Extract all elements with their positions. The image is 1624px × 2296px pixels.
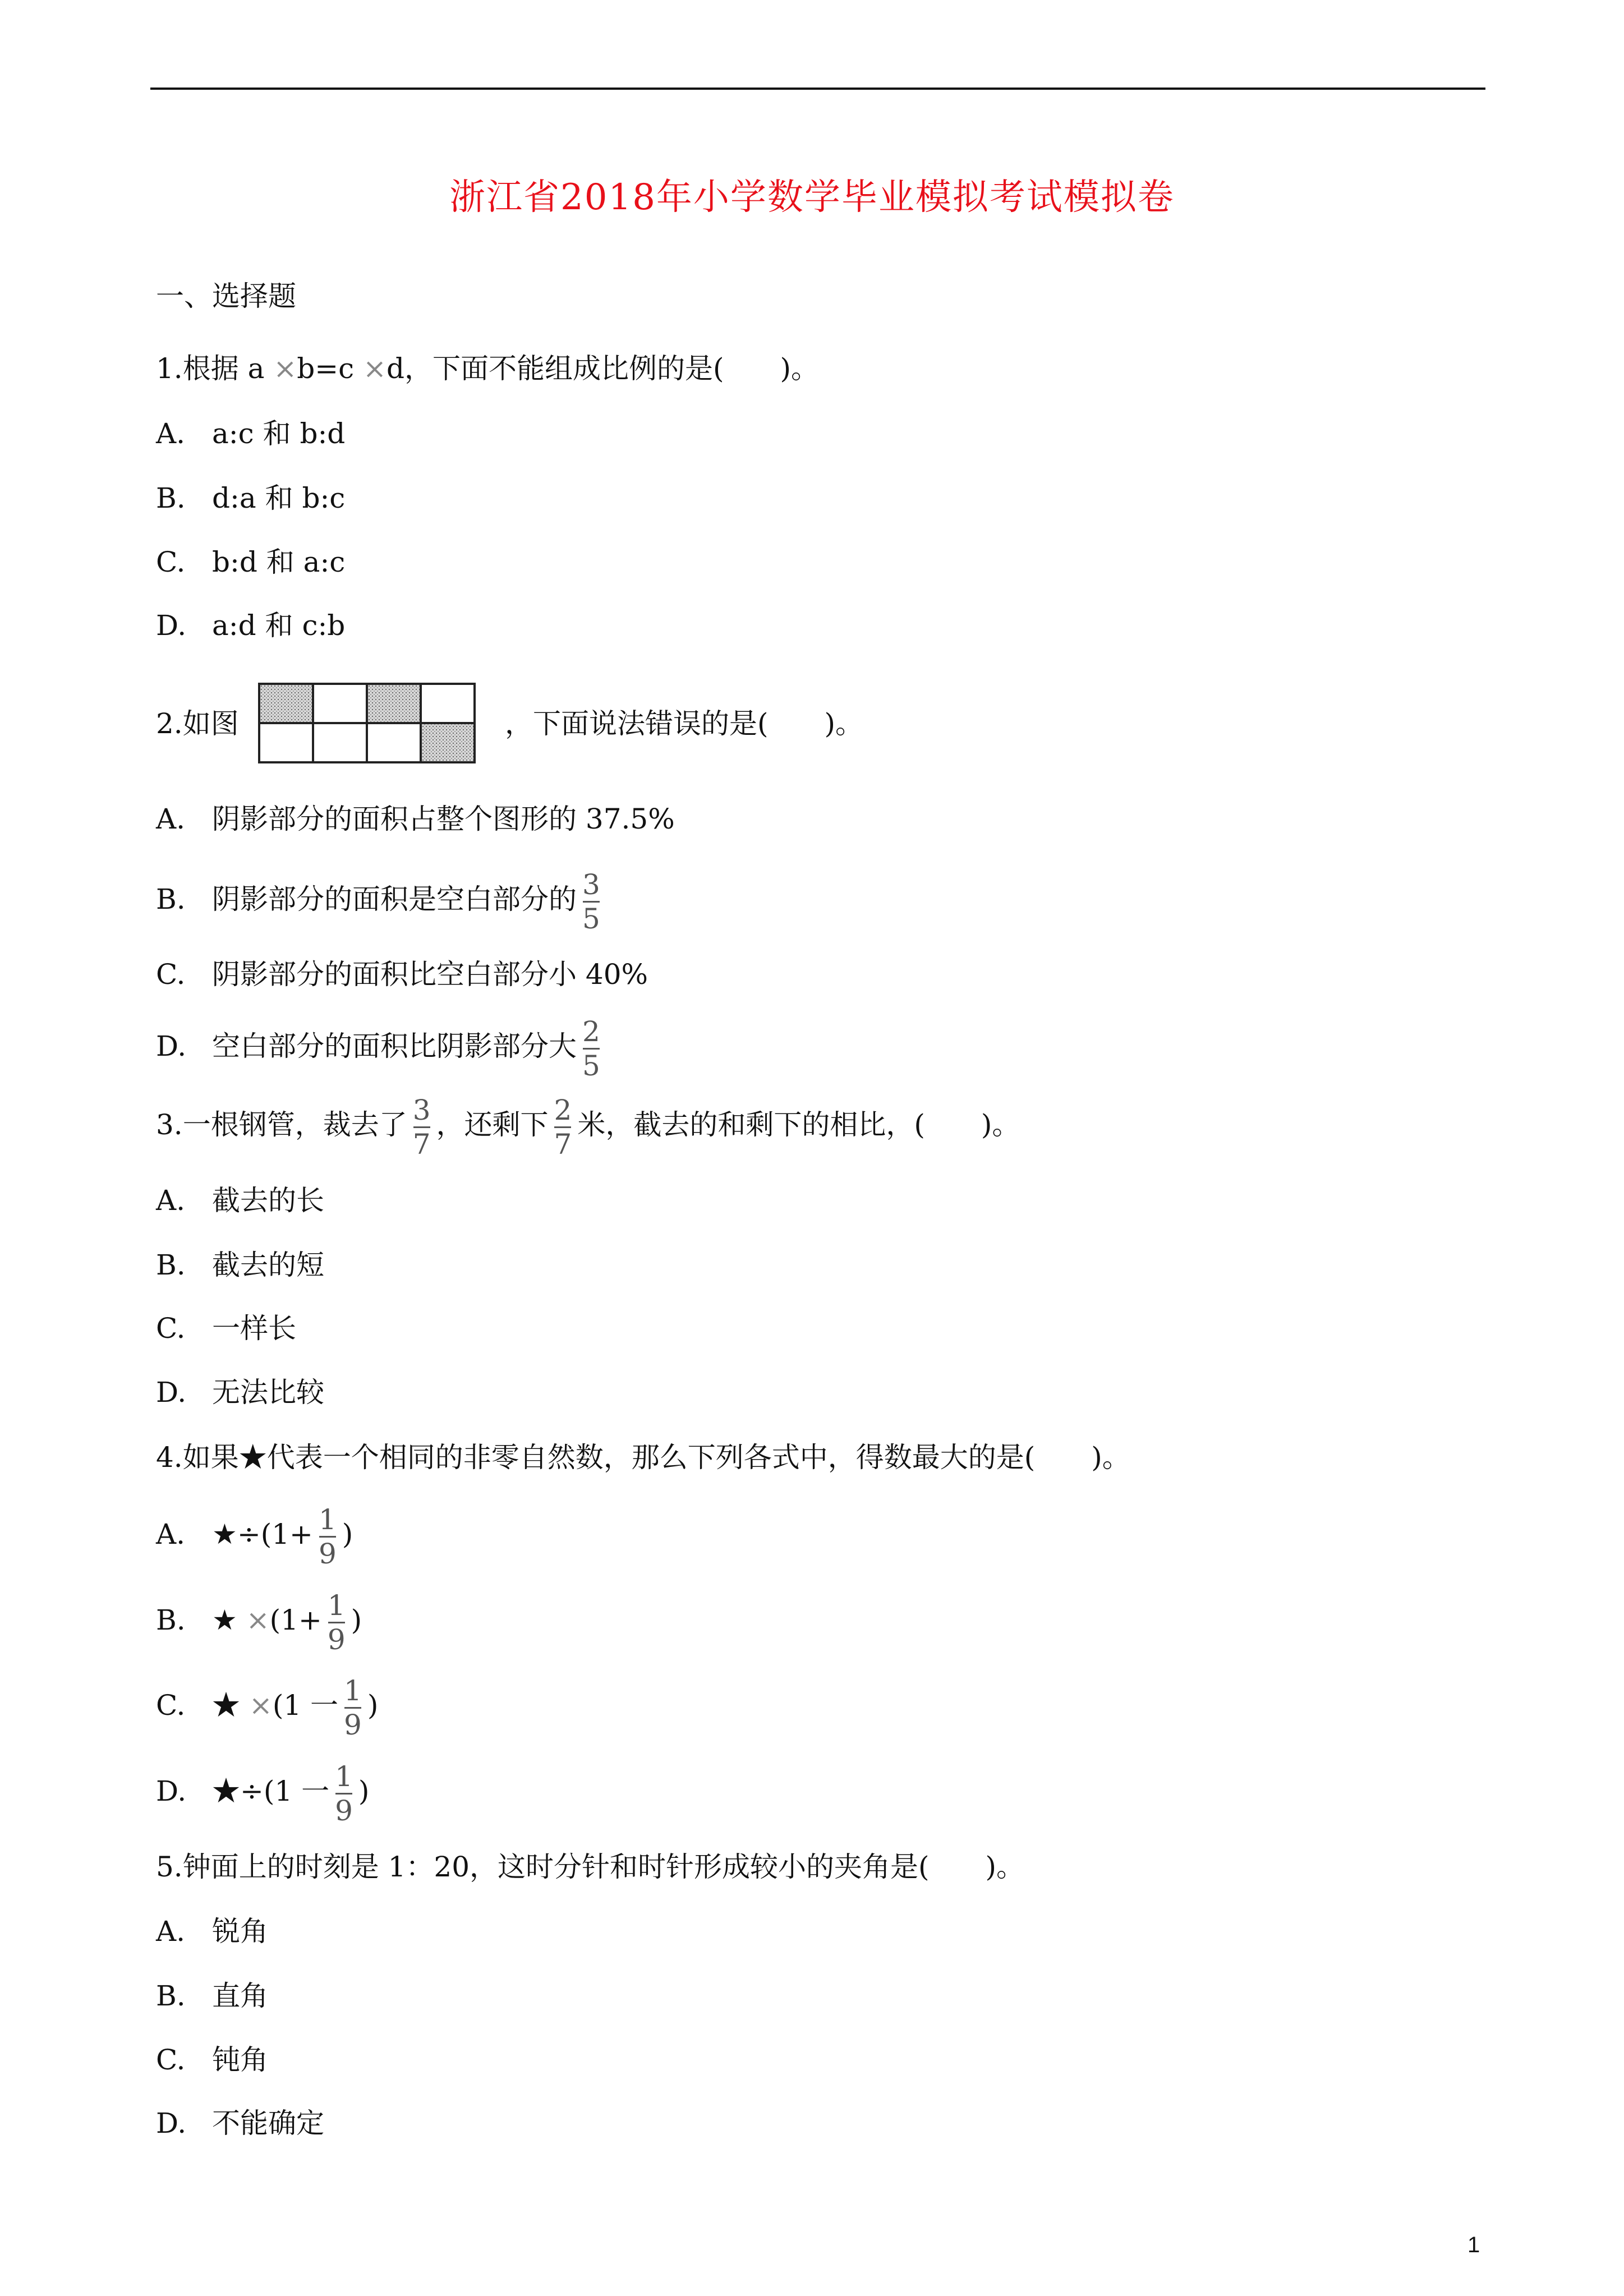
fraction: $\frac{1}{9}$ bbox=[344, 1674, 362, 1741]
question-4-stem: 4.如果★代表一个相同的非零自然数，那么下列各式中，得数最大的是( )。 bbox=[156, 1441, 1130, 1474]
q5-option-b[interactable]: B. 直角 bbox=[156, 1980, 268, 2012]
shaded-grid-figure bbox=[257, 682, 477, 765]
header-rule bbox=[150, 88, 1485, 90]
question-5-stem: 5.钟面上的时刻是 1：20，这时分针和时针形成较小的夹角是( )。 bbox=[156, 1851, 1025, 1883]
q1-option-b[interactable]: B. d:a 和 b:c bbox=[156, 482, 346, 514]
q3-option-c[interactable]: C. 一样长 bbox=[156, 1312, 296, 1345]
q2-option-b[interactable]: B. 阴影部分的面积是空白部分的 $\frac{3}{5}$ bbox=[156, 868, 600, 935]
q4-option-c[interactable]: C. ★ ×(1 一 $\frac{1}{9}$ ) bbox=[156, 1674, 379, 1741]
fraction: $\frac{1}{9}$ bbox=[318, 1503, 337, 1570]
page-number: 1 bbox=[1467, 2233, 1480, 2257]
times-sign: × bbox=[249, 1689, 273, 1722]
q5-option-a[interactable]: A. 锐角 bbox=[156, 1915, 268, 1948]
grid-cell-blank bbox=[367, 723, 421, 762]
section-heading: 一、选择题 bbox=[156, 280, 296, 312]
question-2-stem-post: ，下面说法错误的是( )。 bbox=[505, 707, 864, 740]
fraction: $\frac{2}{5}$ bbox=[582, 1015, 600, 1082]
fraction: $\frac{1}{9}$ bbox=[327, 1589, 346, 1656]
times-sign: × bbox=[363, 352, 387, 385]
grid-cell-blank bbox=[421, 684, 475, 723]
grid-cell-blank bbox=[313, 684, 367, 723]
q1-option-a[interactable]: A. a:c 和 b:d bbox=[156, 417, 346, 450]
question-1-stem: 1.根据 a ×b=c ×d，下面不能组成比例的是( )。 bbox=[156, 352, 819, 385]
fraction: $\frac{2}{7}$ bbox=[554, 1093, 572, 1161]
page-title: 浙江省2018年小学数学毕业模拟考试模拟卷 bbox=[449, 177, 1175, 218]
question-2-stem-pre: 2.如图 bbox=[156, 707, 239, 740]
q4-option-a[interactable]: A. ★÷(1+ $\frac{1}{9}$ ) bbox=[156, 1503, 353, 1570]
q3-option-d[interactable]: D. 无法比较 bbox=[156, 1376, 324, 1409]
fraction: $\frac{3}{5}$ bbox=[582, 868, 600, 935]
grid-cell-shaded bbox=[259, 684, 313, 723]
grid-cell-blank bbox=[259, 723, 313, 762]
q3-option-a[interactable]: A. 截去的长 bbox=[156, 1184, 324, 1217]
grid-cell-shaded bbox=[421, 723, 475, 762]
q2-option-c[interactable]: C. 阴影部分的面积比空白部分小 40% bbox=[156, 958, 648, 991]
grid-cell-shaded bbox=[367, 684, 421, 723]
fraction: $\frac{3}{7}$ bbox=[412, 1093, 431, 1161]
grid-cell-blank bbox=[313, 723, 367, 762]
question-3-stem: 3.一根钢管，裁去了 $\frac{3}{7}$ ，还剩下 $\frac{2}{7}$ 米，截去的和剩下的相比，( )。 bbox=[156, 1093, 1020, 1161]
q3-option-b[interactable]: B. 截去的短 bbox=[156, 1249, 324, 1281]
fraction: $\frac{1}{9}$ bbox=[335, 1760, 353, 1827]
q4-option-d[interactable]: D. ★÷(1 一 $\frac{1}{9}$ ) bbox=[156, 1760, 370, 1827]
q4-option-b[interactable]: B. ★ ×(1+ $\frac{1}{9}$ ) bbox=[156, 1589, 362, 1656]
times-sign: × bbox=[273, 352, 297, 385]
q5-option-d[interactable]: D. 不能确定 bbox=[156, 2107, 324, 2139]
times-sign: × bbox=[246, 1604, 270, 1636]
q1-option-c[interactable]: C. b:d 和 a:c bbox=[156, 546, 346, 578]
q1-option-d[interactable]: D. a:d 和 c:b bbox=[156, 609, 346, 642]
q2-option-d[interactable]: D. 空白部分的面积比阴影部分大 $\frac{2}{5}$ bbox=[156, 1015, 600, 1082]
q5-option-c[interactable]: C. 钝角 bbox=[156, 2044, 268, 2076]
q2-option-a[interactable]: A. 阴影部分的面积占整个图形的 37.5% bbox=[156, 803, 675, 835]
